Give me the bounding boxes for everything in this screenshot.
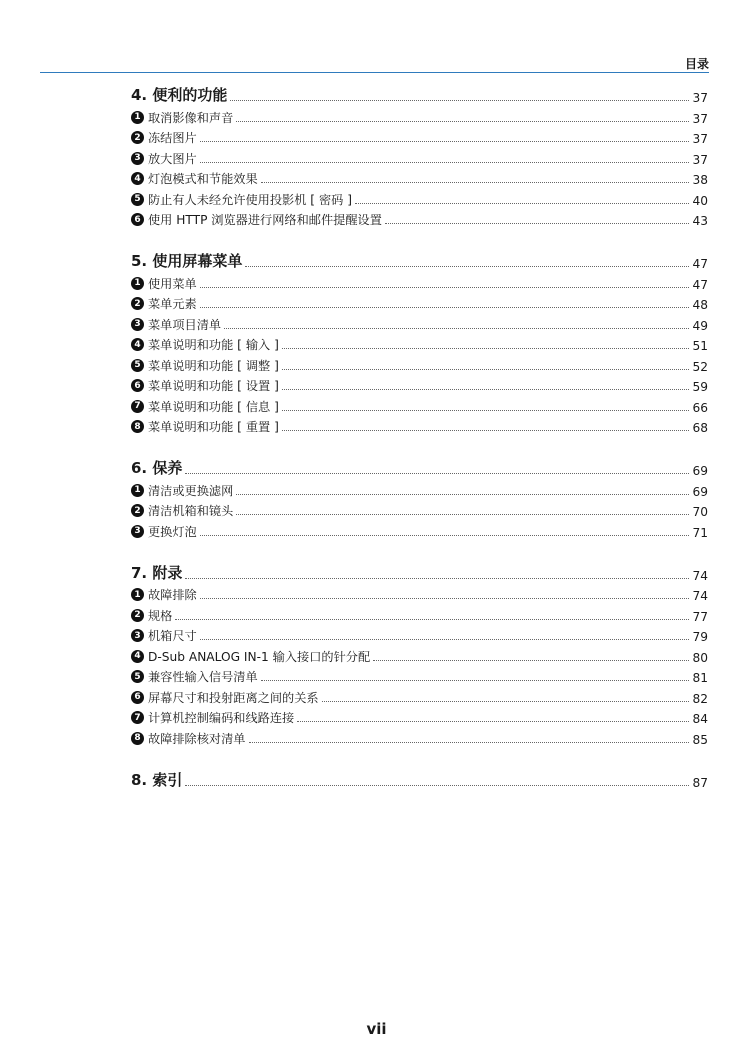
toc-item[interactable] [131,187,708,208]
dot-leader [224,328,689,329]
number-bullet-icon: 3 [131,629,144,642]
toc-chapter[interactable] [131,562,708,583]
number-bullet-icon: 2 [131,131,144,144]
number-bullet-icon: 1 [131,484,144,497]
number-bullet-icon: 4 [131,172,144,185]
dot-leader [185,473,689,474]
number-bullet-icon: 2 [131,297,144,310]
toc-item[interactable] [131,478,708,499]
item-label: 菜单元素 [148,297,197,311]
item-page: 79 [692,630,708,644]
chapter-title: 7. 附录 [131,563,183,582]
number-bullet-icon: 3 [131,318,144,331]
dot-leader [322,701,690,702]
dot-leader [200,535,690,536]
number-bullet-icon: 7 [131,400,144,413]
toc-item[interactable] [131,208,708,229]
dot-leader [185,785,689,786]
item-page: 37 [692,132,708,146]
toc-item[interactable] [131,271,708,292]
toc-item[interactable] [131,353,708,374]
item-label: 使用 HTTP 浏览器进行网络和邮件提醒设置 [148,213,382,227]
toc-item[interactable] [131,167,708,188]
item-page: 69 [692,484,708,499]
dot-leader [385,223,690,224]
dot-leader [282,369,690,370]
item-page: 49 [692,318,708,333]
toc-item[interactable] [131,105,708,126]
number-bullet-icon: 2 [131,504,144,517]
dot-leader [282,348,690,349]
dot-leader [236,121,689,122]
item-page: 84 [692,712,708,726]
item-page: 71 [692,525,708,540]
item-label: 菜单说明和功能 [ 调整 ] [148,358,279,373]
chapter-title: 8. 索引 [131,770,183,789]
toc-item[interactable] [131,583,708,604]
dot-leader [200,287,690,288]
number-bullet-icon: 1 [131,277,144,290]
item-label: 故障排除核对清单 [148,731,246,746]
toc-item[interactable] [131,603,708,624]
number-bullet-icon: 7 [131,711,144,724]
number-bullet-icon: 6 [131,379,144,392]
dot-leader [282,430,690,431]
toc-item[interactable] [131,126,708,147]
chapter-page: 37 [692,91,708,105]
dot-leader [175,619,689,620]
item-label: 防止有人未经允许使用投影机 [ 密码 ] [148,192,352,207]
toc-item[interactable] [131,333,708,354]
toc-item[interactable] [131,624,708,645]
toc-item[interactable] [131,726,708,747]
toc-item[interactable] [131,374,708,395]
item-label: 更换灯泡 [148,524,197,539]
dot-leader [200,141,690,142]
number-bullet-icon: 5 [131,670,144,683]
toc-item[interactable] [131,415,708,436]
number-bullet-icon: 6 [131,691,144,704]
item-label: 规格 [148,608,173,623]
toc-item[interactable] [131,685,708,706]
item-label: 灯泡模式和节能效果 [148,172,258,186]
dot-leader [200,639,690,640]
toc-item[interactable] [131,665,708,686]
item-label: 故障排除 [148,588,197,602]
chapter-title: 6. 保养 [131,459,183,477]
chapter-page: 47 [692,257,708,271]
item-label: 使用菜单 [148,276,197,291]
item-page: 47 [692,277,708,292]
item-label: 菜单项目清单 [148,317,222,332]
item-label: 取消影像和声音 [148,110,234,125]
chapter-page: 69 [692,464,708,478]
chapter-title: 5. 使用屏幕菜单 [131,252,243,270]
number-bullet-icon: 3 [131,152,144,165]
number-bullet-icon: 4 [131,650,144,663]
toc-item[interactable] [131,499,708,520]
toc-item[interactable] [131,292,708,313]
item-label: 菜单说明和功能 [ 设置 ] [148,379,279,393]
chapter-page: 74 [692,568,708,583]
dot-leader [200,598,690,599]
dot-leader [355,203,690,204]
number-bullet-icon: 4 [131,338,144,351]
dot-leader [373,660,689,661]
dot-leader [297,721,689,722]
number-bullet-icon: 2 [131,609,144,622]
number-bullet-icon: 3 [131,525,144,538]
item-label: 菜单说明和功能 [ 重置 ] [148,420,279,434]
toc-item[interactable] [131,644,708,665]
header-label: 目录 [684,57,709,71]
toc-item[interactable] [131,394,708,415]
dot-leader [200,307,690,308]
item-label: D-Sub ANALOG IN-1 输入接口的针分配 [148,649,371,664]
dot-leader [245,266,689,267]
item-label: 计算机控制编码和线路连接 [148,711,295,725]
item-label: 放大图片 [148,151,197,166]
number-bullet-icon: 5 [131,359,144,372]
item-page: 40 [692,193,708,208]
page-number: vii [366,1020,387,1038]
dot-leader [261,182,690,183]
dot-leader [236,514,689,515]
dot-leader [200,162,690,163]
item-label: 清洁或更换滤网 [148,483,234,498]
dot-leader [249,742,690,743]
item-page: 66 [692,400,708,415]
dot-leader [261,680,690,681]
item-label: 兼容性输入信号清单 [148,670,258,684]
chapter-title: 4. 便利的功能 [131,86,228,104]
item-page: 81 [692,671,708,685]
item-page: 68 [692,421,708,435]
item-page: 48 [692,298,708,312]
chapter-page: 87 [692,775,708,790]
number-bullet-icon: 8 [131,732,144,745]
number-bullet-icon: 1 [131,588,144,601]
item-page: 37 [692,152,708,167]
item-page: 85 [692,732,708,747]
item-page: 82 [692,691,708,706]
item-page: 59 [692,380,708,394]
item-label: 菜单说明和功能 [ 信息 ] [148,399,279,414]
item-page: 52 [692,359,708,374]
item-page: 38 [692,173,708,187]
dot-leader [282,410,690,411]
item-label: 屏幕尺寸和投射距离之间的关系 [148,690,319,705]
toc-chapter[interactable] [131,250,708,271]
header-divider [40,72,709,73]
item-label: 清洁机箱和镜头 [148,504,234,518]
toc-chapter[interactable] [131,457,708,478]
item-page: 77 [692,609,708,624]
dot-leader [230,100,689,101]
item-label: 机箱尺寸 [148,629,197,643]
number-bullet-icon: 8 [131,420,144,433]
number-bullet-icon: 6 [131,213,144,226]
dot-leader [185,578,689,579]
number-bullet-icon: 5 [131,193,144,206]
item-label: 菜单说明和功能 [ 输入 ] [148,338,279,352]
number-bullet-icon: 1 [131,111,144,124]
toc-item[interactable] [131,706,708,727]
dot-leader [282,389,690,390]
toc-item[interactable] [131,146,708,167]
item-page: 70 [692,505,708,519]
dot-leader [236,494,689,495]
toc-item[interactable] [131,312,708,333]
item-page: 51 [692,339,708,353]
toc-item[interactable] [131,519,708,540]
toc-chapter[interactable] [131,84,708,105]
item-page: 74 [692,589,708,603]
toc-chapter[interactable] [131,769,708,790]
table-of-contents [131,84,708,790]
item-page: 80 [692,650,708,665]
item-page: 37 [692,111,708,126]
item-page: 43 [692,214,708,228]
item-label: 冻结图片 [148,131,197,145]
